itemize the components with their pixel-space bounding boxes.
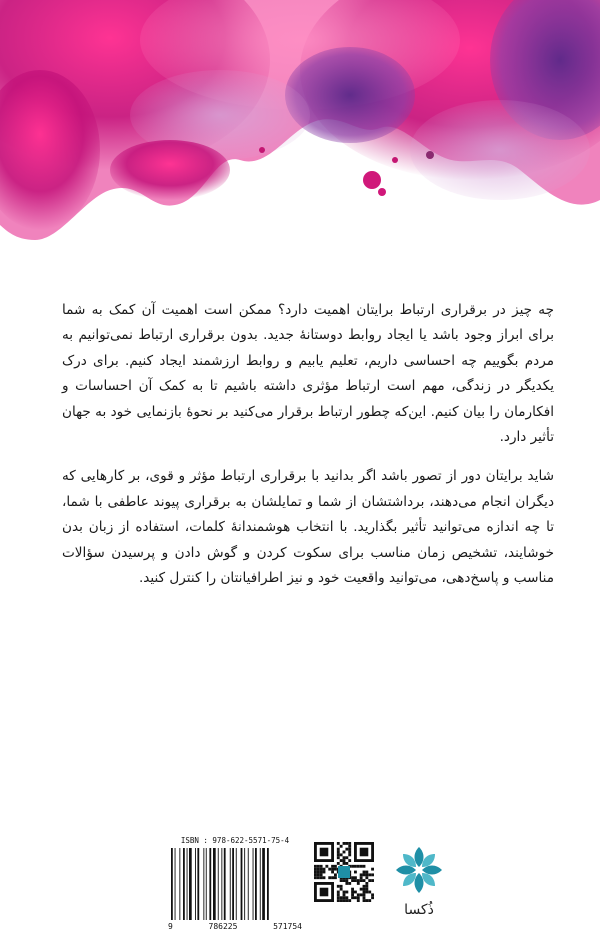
barcode-digit-group: 786225 [208, 922, 238, 931]
publisher-logo-icon [394, 845, 444, 895]
back-cover-blurb [62, 298, 554, 605]
blurb-paragraph-2: شاید برایتان دور از تصور باشد اگر بدانید با برقراری ارتباط مؤثر و قوی، بر کارهایی که دیگران انجام می‌دهند، برداشتشان از شما و تمایلشان به برقراری پیوند عاطفی با شما، تا چه اندازه می‌توانید تأثیر بگذارید. با انتخاب هوشمندانهٔ کلمات، استفاده از زبان بدن خوشایند، تشخیص زمان مناسب برای سکوت کردن و گوش دادن و پرسیدن سؤالات مناسب و پاسخ‌دهی، می‌توانید واقعیت خود و نیز اطرافیانتان را کنترل کنید. [62, 468, 554, 587]
barcode-digit-group: 9 [168, 922, 173, 931]
watercolor-illustration [0, 0, 600, 270]
barcode-digit-group: 571754 [273, 922, 302, 931]
blurb-paragraph-1: چه چیز در برقراری ارتباط برایتان اهمیت دارد؟ ممکن است اهمیت آن کمک به شما برای ابراز وجود باشد یا ایجاد روابط دوستانهٔ جدید. بدون برقراری ارتباط نمی‌توانیم به مردم بگوییم چه احساسی داریم، تعلیم یابیم و روابط ارزشمند ایجاد کنیم. برای درک یکدیگر در زندگی، مهم است ارتباط مؤثری داشته باشیم تا به کمک آن احساسات و افکارمان را بیان کنیم. این‌که چطور ارتباط برقرار می‌کنید بر نحوهٔ بازنمایی خود به جهان تأثیر دارد. [62, 302, 554, 446]
qr-code-icon [314, 842, 374, 902]
barcode-icon [170, 848, 300, 920]
publisher-name: ذُکسا [404, 902, 434, 918]
cover-watercolor-splash [0, 0, 600, 270]
isbn-label: ISBN : 978-622-5571-75-4 [180, 836, 290, 845]
barcode-digits [168, 922, 302, 931]
isbn-barcode [168, 836, 302, 936]
